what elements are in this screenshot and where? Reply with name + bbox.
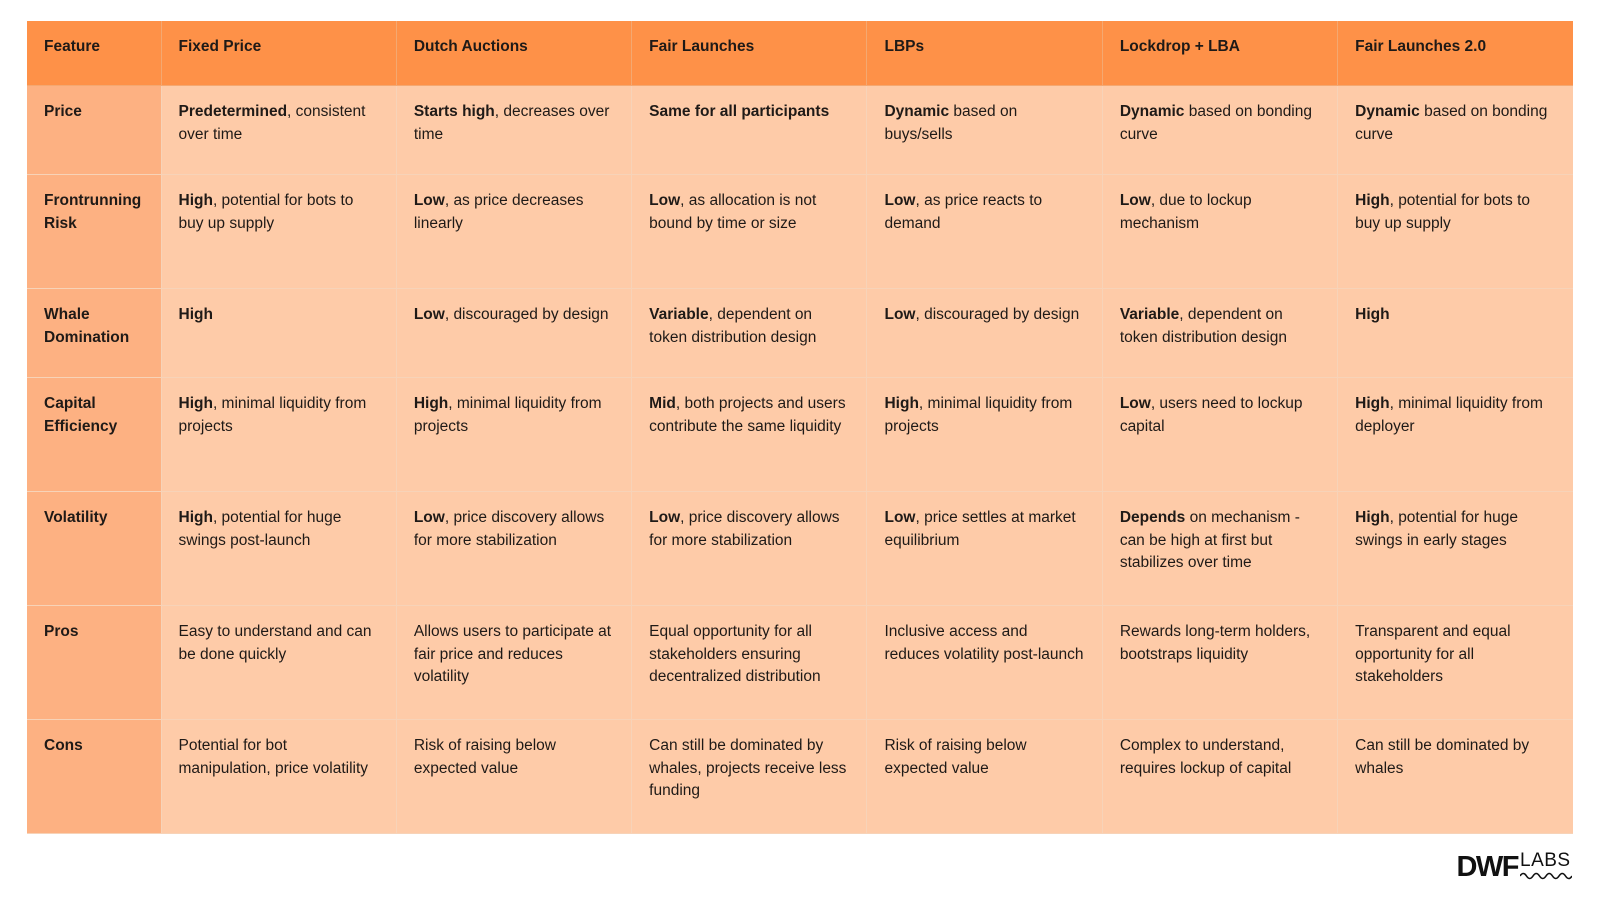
cell-emphasis: High [413,395,449,412]
cell-emphasis: High [178,509,213,526]
cell-text: on mechanism - can be high at first but stabilizes over time [1119,509,1300,571]
table-cell [161,289,396,378]
column-header-fair-launches-2: Fair Launches 2.0 [1338,21,1573,86]
table-cell [396,492,631,606]
table-cell [867,720,1102,834]
cell-emphasis: Low [1119,395,1151,412]
table-cell [632,289,867,378]
cell-text: , potential for bots to buy up supply [1355,192,1531,232]
table-cell [632,720,867,834]
cell-text: Allows users to participate at fair price and reduces volatility [413,623,612,685]
cell-text: Can still be dominated by whales, projects receive less funding [649,737,847,799]
table-cell [632,378,867,492]
table-cell [396,606,631,720]
row-label-volatility: Volatility [27,492,161,606]
column-header-lockdrop-lba: Lockdrop + LBA [1102,21,1337,86]
table-cell [396,720,631,834]
cell-text: , as allocation is not bound by time or size [649,192,817,232]
cell-text: , minimal liquidity from projects [178,395,367,435]
cell-text: , as price decreases linearly [413,192,584,232]
cell-emphasis: High [884,395,919,412]
cell-emphasis: High [178,192,213,209]
table-row [27,175,1573,289]
table-cell [396,289,631,378]
cell-emphasis: Low [1119,192,1151,209]
table-cell [1102,289,1337,378]
cell-text: Risk of raising below expected value [884,737,1027,777]
cell-text: , discouraged by design [915,306,1080,323]
table-cell [161,606,396,720]
table-cell [161,492,396,606]
cell-text: , consistent over time [178,103,366,143]
cell-emphasis: Depends [1119,509,1186,526]
row-label-capital-efficiency: Capital Efficiency [27,378,161,492]
table-cell [1338,492,1573,606]
dwf-labs-logo [1456,852,1572,886]
cell-text: , both projects and users contribute the same liquidity [649,395,846,435]
table-cell [867,378,1102,492]
table-cell [1102,175,1337,289]
table-row [27,720,1573,834]
column-header-fair-launches: Fair Launches [632,21,867,86]
table-cell [867,175,1102,289]
table-cell [1338,175,1573,289]
cell-text: Transparent and equal opportunity for all stakeholders [1355,623,1511,685]
cell-text: , minimal liquidity from projects [884,395,1073,435]
cell-emphasis: Low [884,306,916,323]
cell-text: Can still be dominated by whales [1355,737,1530,777]
table-cell [161,378,396,492]
cell-text: Easy to understand and can be done quickly [178,623,372,663]
table-cell [161,86,396,175]
column-header-feature: Feature [27,21,161,86]
cell-text: , dependent on token distribution design [1119,306,1287,346]
logo-wordmark-light-group [1520,852,1572,881]
column-header-fixed-price: Fixed Price [161,21,396,86]
cell-text: , users need to lockup capital [1119,395,1303,435]
cell-text: Inclusive access and reduces volatility post-launch [884,623,1084,663]
table-header-row [27,21,1573,86]
cell-emphasis: Dynamic [1355,103,1420,120]
cell-emphasis: Low [413,306,445,323]
table-cell [632,606,867,720]
cell-emphasis: Mid [649,395,676,412]
cell-text: , due to lockup mechanism [1119,192,1252,232]
cell-emphasis: Starts high [413,103,495,120]
cell-text: , minimal liquidity from projects [413,395,602,435]
cell-emphasis: Same for all participants [649,103,830,120]
row-label-frontrunning-risk: Frontrunning Risk [27,175,161,289]
table-cell [1338,86,1573,175]
logo-wordmark-light: LABS [1520,850,1571,871]
table-cell [1102,720,1337,834]
cell-emphasis: Dynamic [1119,103,1185,120]
column-header-lbps: LBPs [867,21,1102,86]
cell-text: based on bonding curve [1355,103,1548,143]
cell-emphasis: High [178,395,213,412]
table-cell [632,86,867,175]
table-cell [161,720,396,834]
cell-text: Equal opportunity for all stakeholders ensuring decentralized distribution [649,623,821,685]
cell-text: , potential for bots to buy up supply [178,192,354,232]
cell-emphasis: Variable [649,306,709,323]
cell-text: , discouraged by design [444,306,609,323]
cell-text: based on bonding curve [1119,103,1312,143]
table-cell [1102,492,1337,606]
table-row [27,378,1573,492]
table-cell [632,492,867,606]
cell-text: , price discovery allows for more stabilization [413,509,605,549]
table-cell [396,378,631,492]
cell-emphasis: High [1355,306,1390,323]
table-cell [161,175,396,289]
cell-emphasis: High [1355,509,1390,526]
table-cell [1338,378,1573,492]
table-cell [1102,86,1337,175]
cell-emphasis: Predetermined [178,103,288,120]
table-cell [867,606,1102,720]
cell-text: , price settles at market equilibrium [884,509,1076,549]
row-label-whale-domination: Whale Domination [27,289,161,378]
table-cell [396,86,631,175]
table-cell [1102,378,1337,492]
cell-emphasis: Low [884,509,916,526]
table-cell [1338,606,1573,720]
table-cell [1338,289,1573,378]
cell-text: , decreases over time [413,103,610,143]
cell-emphasis: High [1355,395,1390,412]
cell-text: Complex to understand, requires lockup of capital [1119,737,1292,777]
table-row [27,86,1573,175]
table-cell [1338,720,1573,834]
row-label-cons: Cons [27,720,161,834]
cell-text: , price discovery allows for more stabilization [649,509,840,549]
table-row [27,606,1573,720]
cell-emphasis: Low [413,509,445,526]
cell-text: , minimal liquidity from deployer [1355,395,1543,435]
cell-text: Risk of raising below expected value [413,737,556,777]
cell-text: Rewards long-term holders, bootstraps liquidity [1119,623,1311,663]
cell-text: , as price reacts to demand [884,192,1043,232]
cell-emphasis: Dynamic [884,103,950,120]
table-cell [867,492,1102,606]
row-label-pros: Pros [27,606,161,720]
cell-text: , potential for huge swings in early stages [1355,509,1518,549]
logo-wordmark-strong: DWF [1456,851,1518,883]
cell-text: , dependent on token distribution design [649,306,817,346]
cell-emphasis: Variable [1119,306,1180,323]
cell-text: Potential for bot manipulation, price volatility [178,737,369,777]
table-row [27,289,1573,378]
row-label-price: Price [27,86,161,175]
comparison-table [27,21,1573,834]
cell-emphasis: Low [413,192,445,209]
table-cell [632,175,867,289]
column-header-dutch-auctions: Dutch Auctions [396,21,631,86]
cell-emphasis: Low [649,509,681,526]
cell-text: , potential for huge swings post-launch [178,509,342,549]
cell-emphasis: High [178,306,213,323]
cell-text: based on buys/sells [884,103,1018,143]
table-cell [867,86,1102,175]
table-row [27,492,1573,606]
logo-wave-icon [1520,871,1572,881]
cell-emphasis: High [1355,192,1390,209]
table-cell [867,289,1102,378]
cell-emphasis: Low [649,192,681,209]
table-cell [1102,606,1337,720]
cell-emphasis: Low [884,192,916,209]
table-cell [396,175,631,289]
